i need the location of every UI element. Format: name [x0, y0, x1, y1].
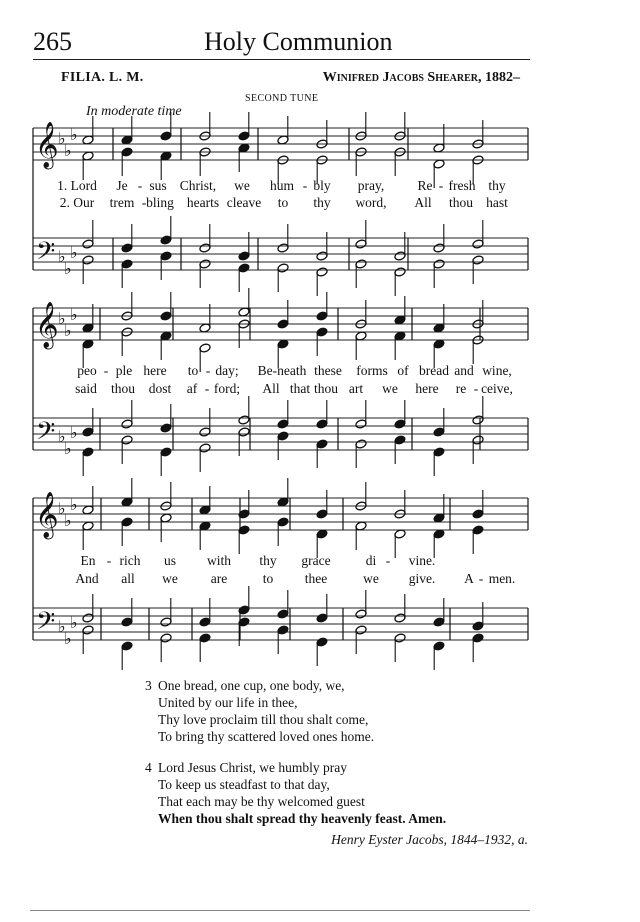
- lyric-syllable: we: [234, 178, 250, 193]
- lyric-syllable: are: [210, 571, 228, 586]
- lyric-syllable: ple: [115, 363, 133, 378]
- lyric-syllable: and: [454, 363, 474, 378]
- flat-icon: ♭: [64, 439, 72, 458]
- lyric-syllable: bling: [146, 195, 174, 210]
- lyric-syllable: -: [473, 381, 479, 396]
- lyric-syllable: -: [302, 178, 308, 193]
- stanza-line: Thy love proclaim till thou shalt come,: [158, 712, 369, 727]
- lyric-syllable: di: [365, 553, 377, 568]
- lyric-syllable: word,: [355, 195, 387, 210]
- stanza-line: To keep us steadfast to that day,: [158, 777, 330, 792]
- lyric-syllable: bread: [419, 363, 449, 378]
- lyric-syllable: thee: [304, 571, 328, 586]
- lyric-syllable: thou: [110, 381, 136, 396]
- lyric-syllable: -: [478, 571, 484, 586]
- stanza-number: 3: [145, 678, 152, 693]
- lyric-syllable: ceive,: [481, 381, 513, 396]
- lyric-syllable: peo: [77, 363, 97, 378]
- lyric-syllable: -: [103, 363, 109, 378]
- treble-clef-icon: 𝄞: [35, 122, 59, 168]
- lyric-syllable: we: [162, 571, 178, 586]
- flat-icon: ♭: [58, 427, 66, 446]
- bass-clef-icon: 𝄢: [36, 237, 56, 272]
- lyric-syllable: bly: [313, 178, 331, 193]
- lyric-syllable: cleave: [226, 195, 262, 210]
- lyric-syllable: -: [106, 553, 112, 568]
- lyric-syllable: forms: [356, 363, 388, 378]
- lyric-syllable: to: [262, 571, 274, 586]
- lyric-syllable: with: [206, 553, 232, 568]
- lyric-syllable: thy: [313, 195, 331, 210]
- stanza-4: [145, 759, 446, 827]
- lyric-syllable: men.: [488, 571, 516, 586]
- flat-icon: ♭: [58, 309, 66, 328]
- stanza-line: United by our life in thee,: [158, 695, 298, 710]
- treble-clef-icon: 𝄞: [35, 492, 59, 538]
- hymn-number: 265: [33, 27, 72, 56]
- lyric-syllable: thy: [259, 553, 277, 568]
- bass-clef-icon: 𝄢: [36, 417, 56, 452]
- flat-icon: ♭: [58, 499, 66, 518]
- flat-icon: ♭: [64, 511, 72, 530]
- lyric-syllable: of: [397, 363, 409, 378]
- flat-icon: ♭: [58, 129, 66, 148]
- flat-icon: ♭: [58, 617, 66, 636]
- flat-icon: ♭: [70, 305, 78, 324]
- stanza-line: When thou shalt spread thy heavenly feast. Amen.: [158, 811, 447, 826]
- lyric-syllable: dost: [148, 381, 172, 396]
- bottom-rule: [30, 910, 530, 911]
- lyric-syllable: hearts: [186, 195, 220, 210]
- lyric-syllable: -: [205, 363, 211, 378]
- tune-name: FILIA. L. M.: [61, 70, 144, 85]
- flat-icon: ♭: [58, 247, 66, 266]
- composer: [323, 70, 520, 86]
- lyric-syllable: we: [382, 381, 398, 396]
- lyric-syllable: all: [121, 571, 135, 586]
- stanza-3: [145, 677, 374, 745]
- lyric-syllable: 2. Our: [59, 195, 95, 210]
- stanza-line: Lord Jesus Christ, we humbly pray: [158, 760, 347, 775]
- lyric-syllable: we: [363, 571, 379, 586]
- lyric-syllable: these: [314, 363, 342, 378]
- composer-years: 1882–: [485, 70, 520, 85]
- lyric-syllable: art: [348, 381, 364, 396]
- lyric-syllable: fresh: [448, 178, 476, 193]
- flat-icon: ♭: [70, 495, 78, 514]
- lyric-syllable: said: [75, 381, 97, 396]
- second-tune-label: SECOND TUNE: [245, 93, 319, 104]
- lyric-syllable: thou: [313, 381, 339, 396]
- lyric-syllable: give.: [408, 571, 436, 586]
- lyric-syllable: day;: [215, 363, 239, 378]
- lyric-syllable: Je: [116, 178, 128, 193]
- lyric-syllable: re: [455, 381, 467, 396]
- lyric-syllable: Christ,: [179, 178, 217, 193]
- bass-clef-icon: 𝄢: [36, 607, 56, 642]
- lyric-syllable: here: [143, 363, 167, 378]
- lyric-syllable: Be-neath: [257, 363, 307, 378]
- lyric-syllable: hast: [486, 195, 508, 210]
- flat-icon: ♭: [70, 243, 78, 262]
- lyric-syllable: af: [186, 381, 198, 396]
- lyric-syllable: grace: [301, 553, 331, 568]
- lyric-syllable: pray,: [357, 178, 385, 193]
- lyric-syllable: to: [277, 195, 289, 210]
- lyric-syllable: 1. Lord: [57, 178, 97, 193]
- lyric-syllable: rich: [119, 553, 141, 568]
- stanza-number: 4: [145, 760, 152, 775]
- flat-icon: ♭: [70, 125, 78, 144]
- lyric-syllable: trem: [109, 195, 135, 210]
- flat-icon: ♭: [70, 423, 78, 442]
- lyric-syllable: A: [464, 571, 474, 586]
- lyric-syllable: to: [187, 363, 199, 378]
- flat-icon: ♭: [64, 259, 72, 278]
- lyric-syllable: hum: [269, 178, 295, 193]
- lyric-syllable: us: [163, 553, 177, 568]
- lyric-syllable: that: [289, 381, 311, 396]
- flat-icon: ♭: [70, 613, 78, 632]
- lyric-syllable: -: [141, 195, 147, 210]
- flat-icon: ♭: [64, 141, 72, 160]
- lyric-syllable: sus: [149, 178, 167, 193]
- lyric-syllable: -: [137, 178, 143, 193]
- treble-clef-icon: 𝄞: [35, 302, 59, 348]
- lyric-syllable: -: [385, 553, 391, 568]
- hymn-title: Holy Communion: [204, 27, 393, 56]
- lyric-syllable: thou: [448, 195, 474, 210]
- lyric-syllable: En: [80, 553, 96, 568]
- lyric-syllable: here: [415, 381, 439, 396]
- flat-icon: ♭: [64, 629, 72, 648]
- lyric-syllable: -: [204, 381, 210, 396]
- header-rule: [33, 59, 530, 60]
- text-credit: Henry Eyster Jacobs, 1844–1932, a.: [331, 832, 528, 847]
- lyric-syllable: ford;: [213, 381, 241, 396]
- tempo-marking: In moderate time: [86, 104, 182, 119]
- lyric-syllable: -: [438, 178, 444, 193]
- flat-icon: ♭: [64, 321, 72, 340]
- composer-name: Winifred Jacobs Shearer,: [322, 70, 482, 85]
- stanza-line: One bread, one cup, one body, we,: [158, 678, 345, 693]
- stanza-line: That each may be thy welcomed guest: [158, 794, 365, 809]
- lyric-syllable: thy: [488, 178, 506, 193]
- lyric-syllable: All: [414, 195, 432, 210]
- lyric-syllable: And: [75, 571, 99, 586]
- stanza-line: To bring thy scattered loved ones home.: [158, 729, 375, 744]
- lyric-syllable: Re: [417, 178, 433, 193]
- lyric-syllable: vine.: [408, 553, 436, 568]
- lyric-syllable: wine,: [482, 363, 512, 378]
- lyric-syllable: All: [262, 381, 280, 396]
